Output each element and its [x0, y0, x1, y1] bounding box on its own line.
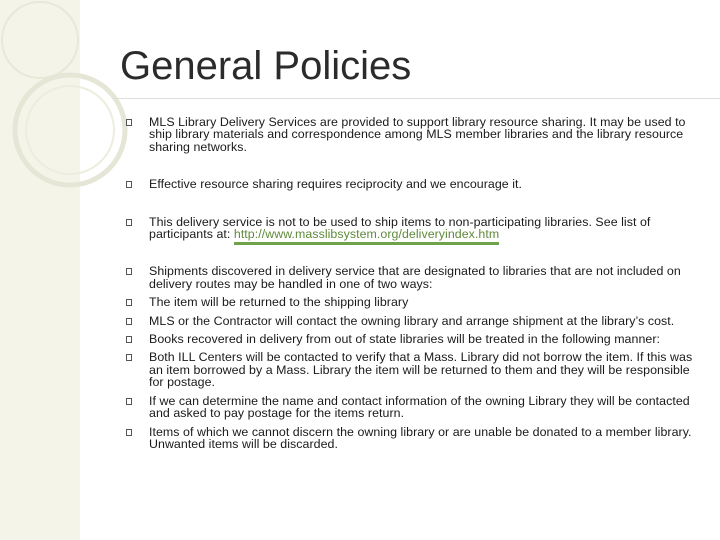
- bullet-text: Books recovered in delivery from out of state libraries will be treated in the following manner:: [149, 332, 660, 347]
- decorative-circles: [0, 0, 140, 200]
- title-divider: [112, 98, 720, 99]
- bullet-text: Effective resource sharing requires reciprocity and we encourage it.: [149, 177, 523, 192]
- square-bullet-icon: [126, 268, 132, 275]
- bullet-text: If we can determine the name and contact information of the owning Library they will be contacted and asked to pay postage for the items return.: [149, 393, 690, 421]
- square-bullet-icon: [126, 181, 132, 188]
- bullet-item: [126, 426, 702, 451]
- bullet-list: [126, 116, 702, 450]
- bullet-item: [126, 333, 702, 345]
- square-bullet-icon: [126, 398, 132, 405]
- delivery-participants-link[interactable]: http://www.masslibsystem.org/deliveryindex.htm: [234, 227, 499, 245]
- square-bullet-icon: [126, 119, 132, 126]
- slide-title: General Policies: [120, 44, 412, 88]
- bullet-item: [126, 315, 702, 327]
- bullet-text: MLS or the Contractor will contact the owning library and arrange shipment at the library’s cost.: [149, 313, 675, 328]
- bullet-text: The item will be returned to the shipping library: [149, 295, 409, 310]
- square-bullet-icon: [126, 336, 132, 343]
- bullet-text: Items of which we cannot discern the owning library or are unable be donated to a member library. Unwanted items will be discarded.: [149, 424, 692, 451]
- bullet-item: [126, 178, 702, 190]
- bullet-text: MLS Library Delivery Services are provided to support library resource sharing. It may be used to ship library materials and correspondence among MLS member libraries and the library resource sharing networks.: [149, 115, 686, 154]
- bullet-item: [126, 351, 702, 388]
- square-bullet-icon: [126, 318, 132, 325]
- square-bullet-icon: [126, 354, 132, 361]
- bullet-item: [126, 296, 702, 308]
- bullet-item: [126, 395, 702, 420]
- bullet-item: [126, 265, 702, 290]
- square-bullet-icon: [126, 299, 132, 306]
- bullet-item: [126, 216, 702, 241]
- bullet-text: Shipments discovered in delivery service that are designated to libraries that are not included on delivery routes may be handled in one of two ways:: [149, 264, 681, 291]
- bullet-text: This delivery service is not to be used to ship items to non-participating libraries. See list of participants at:: [149, 214, 651, 242]
- square-bullet-icon: [126, 429, 132, 436]
- bullet-text: Both ILL Centers will be contacted to verify that a Mass. Library did not borrow the item. If this was an item borrowed by a Mass. Library the item will be returned to them and they will be responsible for postage.: [149, 350, 693, 390]
- square-bullet-icon: [126, 219, 132, 226]
- bullet-item: [126, 116, 702, 153]
